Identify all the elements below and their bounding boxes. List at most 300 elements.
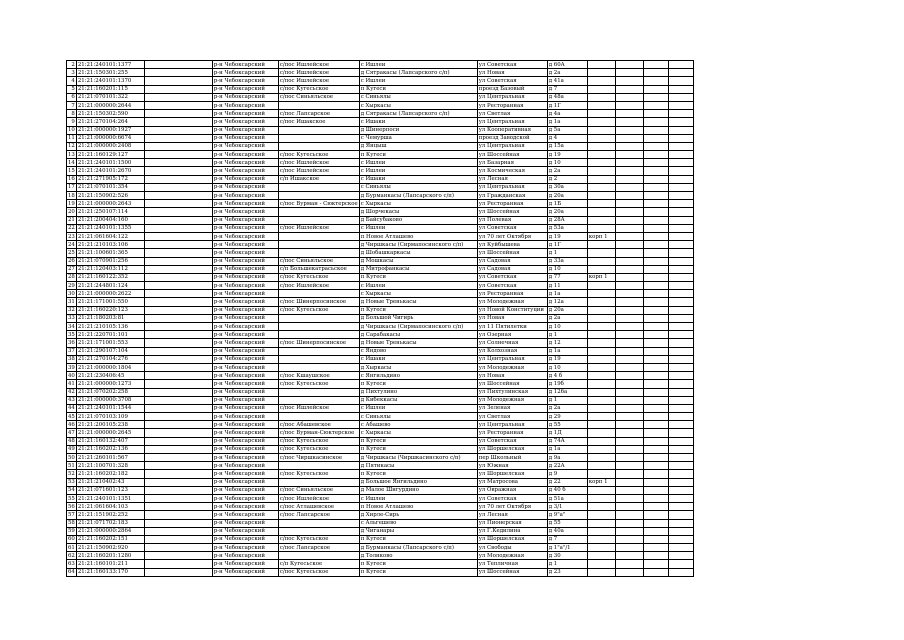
- cell-row-number: 14: [68, 159, 75, 166]
- cell-settlement: с/пос Ишлейское: [278, 159, 359, 167]
- cell-extra: [615, 331, 643, 339]
- cell-empty-a: [643, 151, 668, 159]
- cell-district: р-н Чебоксарский: [212, 241, 278, 249]
- cell-extra: [615, 110, 643, 118]
- cell-locality: с Чемурша: [359, 134, 477, 142]
- cell-house: д 2: [547, 175, 587, 183]
- cell-empty-b: [668, 437, 693, 445]
- cell-locality: с Ишаки: [359, 175, 477, 183]
- cell-row-number: 12: [68, 143, 75, 150]
- cell-empty-b: [668, 298, 693, 306]
- cell-empty-b: [668, 429, 693, 437]
- cell-building: [587, 290, 615, 298]
- cell-empty-a: [643, 290, 668, 298]
- cell-blank: [144, 306, 212, 314]
- table-row: [67, 61, 694, 69]
- table-row: [67, 298, 694, 306]
- cell-settlement: [278, 413, 359, 421]
- cell-empty-b: [668, 118, 693, 126]
- cell-district: р-н Чебоксарский: [212, 544, 278, 552]
- cell-empty-a: [643, 265, 668, 273]
- cell-street: ул Центральная: [477, 142, 547, 150]
- cell-locality: п Кугеси: [359, 85, 477, 93]
- table-row: [67, 290, 694, 298]
- cell-empty-b: [668, 413, 693, 421]
- cell-extra: [615, 273, 643, 281]
- cell-settlement: с/пос Кугесьское: [278, 273, 359, 281]
- cell-cadastral-number: 21:21:171001:550: [76, 298, 144, 306]
- cell-blank: [144, 445, 212, 453]
- cell-blank: [144, 421, 212, 429]
- cell-blank: [144, 134, 212, 142]
- cell-empty-b: [668, 396, 693, 404]
- cell-settlement: [278, 355, 359, 363]
- table-row: [67, 241, 694, 249]
- cell-cadastral-number: 21:21:290107:104: [76, 347, 144, 355]
- cell-locality: д Большое Янгильдино: [359, 478, 477, 486]
- cell-cadastral-number: 21:21:150902:526: [76, 192, 144, 200]
- cell-building: [587, 503, 615, 511]
- cell-row-number: 36: [68, 339, 75, 346]
- cell-street: ул Молодежная: [477, 363, 547, 371]
- cell-empty-b: [668, 61, 693, 69]
- cell-settlement: с/пос Вурман-Сюктерское: [278, 429, 359, 437]
- cell-district: р-н Чебоксарский: [212, 535, 278, 543]
- cell-empty-b: [668, 77, 693, 85]
- table-row: [67, 151, 694, 159]
- cell-locality: д Новые Тренькасы: [359, 298, 477, 306]
- cell-row-number: 29: [68, 282, 75, 289]
- cell-building: [587, 437, 615, 445]
- cell-cadastral-number: 21:21:070103:109: [76, 413, 144, 421]
- cell-house: д 2а: [547, 167, 587, 175]
- cell-row-number: 59: [68, 528, 75, 535]
- cell-empty-a: [643, 331, 668, 339]
- cell-extra: [615, 355, 643, 363]
- cell-building: [587, 486, 615, 494]
- cell-blank: [144, 232, 212, 240]
- cell-settlement: с/пос Лапсарское: [278, 544, 359, 552]
- cell-district: р-н Чебоксарский: [212, 282, 278, 290]
- cell-settlement: [278, 232, 359, 240]
- cell-settlement: [278, 519, 359, 527]
- cell-row-number: 47: [68, 430, 75, 437]
- cell-street: ул Шоршелская: [477, 445, 547, 453]
- cell-building: [587, 421, 615, 429]
- cell-empty-b: [668, 323, 693, 331]
- cell-blank: [144, 216, 212, 224]
- cell-empty-b: [668, 503, 693, 511]
- cell-blank: [144, 404, 212, 412]
- cell-house: д 60А: [547, 61, 587, 69]
- cell-extra: [615, 151, 643, 159]
- cell-extra: [615, 388, 643, 396]
- cell-building: [587, 159, 615, 167]
- cell-row-number: 41: [68, 380, 75, 387]
- cell-empty-a: [643, 126, 668, 134]
- cell-row-number: 4: [67, 77, 77, 85]
- cell-building: [587, 454, 615, 462]
- cell-blank: [144, 290, 212, 298]
- table-row: [67, 282, 694, 290]
- cell-locality: д Бурманкасы (Лапсарского с/п): [359, 192, 477, 200]
- cell-row-number: 40: [68, 372, 75, 379]
- cell-empty-b: [668, 314, 693, 322]
- cell-extra: [615, 396, 643, 404]
- cell-building: [587, 208, 615, 216]
- cell-blank: [144, 208, 212, 216]
- cell-blank: [144, 93, 212, 101]
- cell-extra: [615, 183, 643, 191]
- cell-locality: д Кибеккасы: [359, 396, 477, 404]
- cell-locality: д Сятракасы (Лапсарского с/п): [359, 69, 477, 77]
- table-row: [67, 470, 694, 478]
- cell-street: ул Тепличная: [477, 560, 547, 568]
- cell-settlement: с/пос Ишлейское: [278, 61, 359, 69]
- cell-district: р-н Чебоксарский: [212, 331, 278, 339]
- cell-settlement: с/пос Кугесьское: [278, 380, 359, 388]
- cell-settlement: [278, 388, 359, 396]
- cell-settlement: с/пос Ишлейское: [278, 77, 359, 85]
- cell-empty-b: [668, 527, 693, 535]
- cell-extra: [615, 77, 643, 85]
- cell-street: ул Новая: [477, 372, 547, 380]
- table-row: [67, 552, 694, 560]
- cell-cadastral-number: 21:21:260101:567: [76, 454, 144, 462]
- cell-building: [587, 257, 615, 265]
- table-row: [67, 445, 694, 453]
- cell-locality: с Ишаки: [359, 355, 477, 363]
- cell-house: д 11: [547, 282, 587, 290]
- cell-blank: [144, 470, 212, 478]
- cell-settlement: с/пос Синьяльское: [278, 486, 359, 494]
- cell-house: д 4а: [547, 110, 587, 118]
- cell-extra: [615, 445, 643, 453]
- cell-street: ул Советская: [477, 494, 547, 502]
- cell-house: д 1а: [547, 290, 587, 298]
- cell-empty-b: [668, 511, 693, 519]
- cell-empty-a: [643, 372, 668, 380]
- cell-district: р-н Чебоксарский: [212, 208, 278, 216]
- cell-blank: [144, 331, 212, 339]
- cell-district: р-н Чебоксарский: [212, 372, 278, 380]
- cell-street: ул 70 лет Октября: [477, 503, 547, 511]
- cell-row-number: 20: [68, 208, 75, 215]
- cell-street: ул Полевая: [477, 216, 547, 224]
- cell-empty-a: [643, 306, 668, 314]
- cell-street: ул Молодежная: [477, 396, 547, 404]
- cell-settlement: [278, 249, 359, 257]
- cell-building: [587, 175, 615, 183]
- table-row: [67, 380, 694, 388]
- cell-cadastral-number: 21:21:151902:252: [76, 511, 144, 519]
- cell-extra: [615, 216, 643, 224]
- cell-cadastral-number: 21:21:270104:276: [76, 355, 144, 363]
- cell-street: ул Ресторанная: [477, 101, 547, 109]
- cell-street: ул 11 Пятилетки: [477, 323, 547, 331]
- cell-cadastral-number: 21:21:160129:127: [76, 151, 144, 159]
- cell-house: д 74А: [547, 437, 587, 445]
- cell-district: р-н Чебоксарский: [212, 151, 278, 159]
- cell-locality: п Кугеси: [359, 445, 477, 453]
- cell-settlement: с/пос Кугесьское: [278, 151, 359, 159]
- cell-empty-b: [668, 110, 693, 118]
- cell-building: корп 1: [587, 273, 615, 281]
- cell-street: ул Шоссейная: [477, 380, 547, 388]
- cell-empty-b: [668, 192, 693, 200]
- cell-empty-a: [643, 388, 668, 396]
- cell-district: р-н Чебоксарский: [212, 421, 278, 429]
- cell-blank: [144, 101, 212, 109]
- cell-district: р-н Чебоксарский: [212, 404, 278, 412]
- cell-extra: [615, 126, 643, 134]
- cell-empty-b: [668, 519, 693, 527]
- cell-cadastral-number: 21:21:070202:258: [76, 388, 144, 396]
- cell-row-number: 9: [67, 118, 77, 126]
- cell-house: д 40а: [547, 527, 587, 535]
- cell-extra: [615, 282, 643, 290]
- cell-locality: д Хирле-Сирь: [359, 511, 477, 519]
- cell-blank: [144, 126, 212, 134]
- cell-row-number: 11: [68, 135, 75, 142]
- cell-house: д 48а: [547, 93, 587, 101]
- cell-house: д 1Б: [547, 200, 587, 208]
- cell-extra: [615, 200, 643, 208]
- cell-cadastral-number: 21:21:150902:920: [76, 544, 144, 552]
- cell-house: д 30: [547, 552, 587, 560]
- cell-building: [587, 494, 615, 502]
- cell-building: [587, 241, 615, 249]
- cell-blank: [144, 355, 212, 363]
- table-row: [67, 363, 694, 371]
- cell-street: ул Новая: [477, 69, 547, 77]
- table-row: [67, 273, 694, 281]
- cell-cadastral-number: 21:21:120403:112: [76, 265, 144, 273]
- cell-locality: с Абашево: [359, 421, 477, 429]
- cell-locality: д Янцыш: [359, 142, 477, 150]
- cell-district: р-н Чебоксарский: [212, 61, 278, 69]
- cell-row-number: 23: [68, 233, 75, 240]
- cell-building: [587, 167, 615, 175]
- cell-row-number: 51: [68, 462, 75, 469]
- cell-blank: [144, 363, 212, 371]
- cell-house: д 19б: [547, 380, 587, 388]
- cell-building: [587, 445, 615, 453]
- cell-cadastral-number: 21:21:240101:1351: [76, 494, 144, 502]
- cell-row-number: 53: [68, 479, 75, 486]
- cell-street: ул Шоссейная: [477, 568, 547, 576]
- cell-locality: п Кугеси: [359, 306, 477, 314]
- cell-house: д 41а: [547, 77, 587, 85]
- cell-cadastral-number: 21:21:000000:2408: [76, 142, 144, 150]
- cell-empty-b: [668, 363, 693, 371]
- cell-district: р-н Чебоксарский: [212, 93, 278, 101]
- cell-row-number: 3: [67, 69, 77, 77]
- cell-empty-b: [668, 544, 693, 552]
- cell-cadastral-number: 21:21:210103:106: [76, 241, 144, 249]
- cell-empty-a: [643, 167, 668, 175]
- cell-district: р-н Чебоксарский: [212, 77, 278, 85]
- cell-district: р-н Чебоксарский: [212, 118, 278, 126]
- cell-district: р-н Чебоксарский: [212, 363, 278, 371]
- cell-district: р-н Чебоксарский: [212, 478, 278, 486]
- cell-blank: [144, 69, 212, 77]
- cell-blank: [144, 494, 212, 502]
- table-row: [67, 511, 694, 519]
- cell-district: р-н Чебоксарский: [212, 134, 278, 142]
- cell-row-number: 46: [68, 421, 75, 428]
- table-row: [67, 69, 694, 77]
- cell-cadastral-number: 21:21:180203:81: [76, 314, 144, 322]
- cell-settlement: [278, 462, 359, 470]
- cell-cadastral-number: 21:21:070101:354: [76, 183, 144, 191]
- cell-extra: [615, 257, 643, 265]
- cell-locality: с Синьялы: [359, 413, 477, 421]
- cell-house: д 15а: [547, 142, 587, 150]
- cell-locality: с Ишлеи: [359, 404, 477, 412]
- cell-house: д 1Д: [547, 429, 587, 437]
- cell-street: ул Базарная: [477, 159, 547, 167]
- cell-street: проезд Базовый: [477, 85, 547, 93]
- cell-district: р-н Чебоксарский: [212, 519, 278, 527]
- table-row: [67, 208, 694, 216]
- cell-row-number: 54: [68, 487, 75, 494]
- cell-district: р-н Чебоксарский: [212, 175, 278, 183]
- cell-settlement: с/п Кугесьское: [278, 560, 359, 568]
- table-row: [67, 200, 694, 208]
- cell-locality: п Кугеси: [359, 560, 477, 568]
- cell-settlement: [278, 396, 359, 404]
- cell-extra: [615, 413, 643, 421]
- cell-row-number: 19: [68, 200, 75, 207]
- table-row: [67, 142, 694, 150]
- cell-street: ул Шоссейная: [477, 151, 547, 159]
- cell-locality: д Шобашкаркасы: [359, 249, 477, 257]
- cell-settlement: [278, 126, 359, 134]
- cell-street: ул Советская: [477, 77, 547, 85]
- cell-settlement: [278, 183, 359, 191]
- cell-settlement: с/пос Шинерпосинское: [278, 298, 359, 306]
- cell-empty-a: [643, 445, 668, 453]
- cell-district: р-н Чебоксарский: [212, 503, 278, 511]
- table-row: [67, 478, 694, 486]
- cell-blank: [144, 339, 212, 347]
- cell-settlement: [278, 478, 359, 486]
- cell-cadastral-number: 21:21:071702:183: [76, 519, 144, 527]
- cell-blank: [144, 486, 212, 494]
- cell-empty-a: [643, 429, 668, 437]
- cell-cadastral-number: 21:21:271905:172: [76, 175, 144, 183]
- table-row: [67, 257, 694, 265]
- cell-empty-a: [643, 134, 668, 142]
- cell-blank: [144, 192, 212, 200]
- cell-blank: [144, 265, 212, 273]
- cell-district: р-н Чебоксарский: [212, 355, 278, 363]
- cell-locality: п Кугеси: [359, 437, 477, 445]
- cell-empty-a: [643, 110, 668, 118]
- cell-extra: [615, 511, 643, 519]
- cell-street: ул Солнечная: [477, 339, 547, 347]
- cell-blank: [144, 85, 212, 93]
- table-row: [67, 339, 694, 347]
- cell-house: д 53а: [547, 224, 587, 232]
- cell-settlement: с/пос Ишлейское: [278, 69, 359, 77]
- cell-building: [587, 413, 615, 421]
- cell-empty-a: [643, 241, 668, 249]
- cell-building: [587, 363, 615, 371]
- cell-extra: [615, 314, 643, 322]
- cell-cadastral-number: 21:21:160220:123: [76, 306, 144, 314]
- cell-blank: [144, 462, 212, 470]
- cell-empty-a: [643, 454, 668, 462]
- cell-empty-b: [668, 445, 693, 453]
- cell-extra: [615, 167, 643, 175]
- cell-settlement: [278, 290, 359, 298]
- cell-empty-b: [668, 126, 693, 134]
- table-row: [67, 101, 694, 109]
- cell-blank: [144, 241, 212, 249]
- cell-cadastral-number: 21:21:000000:1927: [76, 126, 144, 134]
- cell-extra: [615, 249, 643, 257]
- cell-extra: [615, 372, 643, 380]
- cell-empty-a: [643, 192, 668, 200]
- cell-district: р-н Чебоксарский: [212, 486, 278, 494]
- cell-house: д 9а: [547, 454, 587, 462]
- cell-extra: [615, 241, 643, 249]
- cell-cadastral-number: 21:21:061604:103: [76, 503, 144, 511]
- cell-cadastral-number: 21:21:230406:45: [76, 372, 144, 380]
- cell-cadastral-number: 21:21:160201:1280: [76, 552, 144, 560]
- cell-empty-b: [668, 232, 693, 240]
- cell-settlement: с/пос Ишакское: [278, 118, 359, 126]
- cell-empty-a: [643, 101, 668, 109]
- cell-settlement: [278, 363, 359, 371]
- cell-building: [587, 61, 615, 69]
- cell-house: д 3/1: [547, 503, 587, 511]
- cell-locality: д Бурманкасы (Лапсарского с/п): [359, 544, 477, 552]
- cell-house: д 5а: [547, 126, 587, 134]
- cell-empty-a: [643, 396, 668, 404]
- cell-street: ул Светлая: [477, 110, 547, 118]
- cell-blank: [144, 347, 212, 355]
- cell-settlement: [278, 208, 359, 216]
- cell-cadastral-number: 21:21:160132:407: [76, 437, 144, 445]
- table-body: [67, 61, 694, 577]
- cell-building: [587, 192, 615, 200]
- cell-blank: [144, 167, 212, 175]
- cell-row-number: 27: [68, 266, 75, 273]
- table-row: [67, 372, 694, 380]
- cell-extra: [615, 298, 643, 306]
- cell-cadastral-number: 21:21:220701:101: [76, 331, 144, 339]
- cell-empty-b: [668, 282, 693, 290]
- cell-house: д 2а: [547, 69, 587, 77]
- cell-extra: [615, 175, 643, 183]
- cell-empty-b: [668, 265, 693, 273]
- cell-blank: [144, 151, 212, 159]
- cell-street: ул Советская: [477, 61, 547, 69]
- cell-locality: д Сарабакасы: [359, 331, 477, 339]
- cell-house: д 2а: [547, 314, 587, 322]
- table-row: [67, 232, 694, 240]
- cell-street: ул Лесная: [477, 175, 547, 183]
- cell-locality: д Мошкасы: [359, 257, 477, 265]
- cell-locality: п Новое Атлашево: [359, 232, 477, 240]
- cell-settlement: [278, 241, 359, 249]
- cell-house: д 29: [547, 413, 587, 421]
- cell-empty-b: [668, 175, 693, 183]
- cell-row-number: 17: [68, 184, 75, 191]
